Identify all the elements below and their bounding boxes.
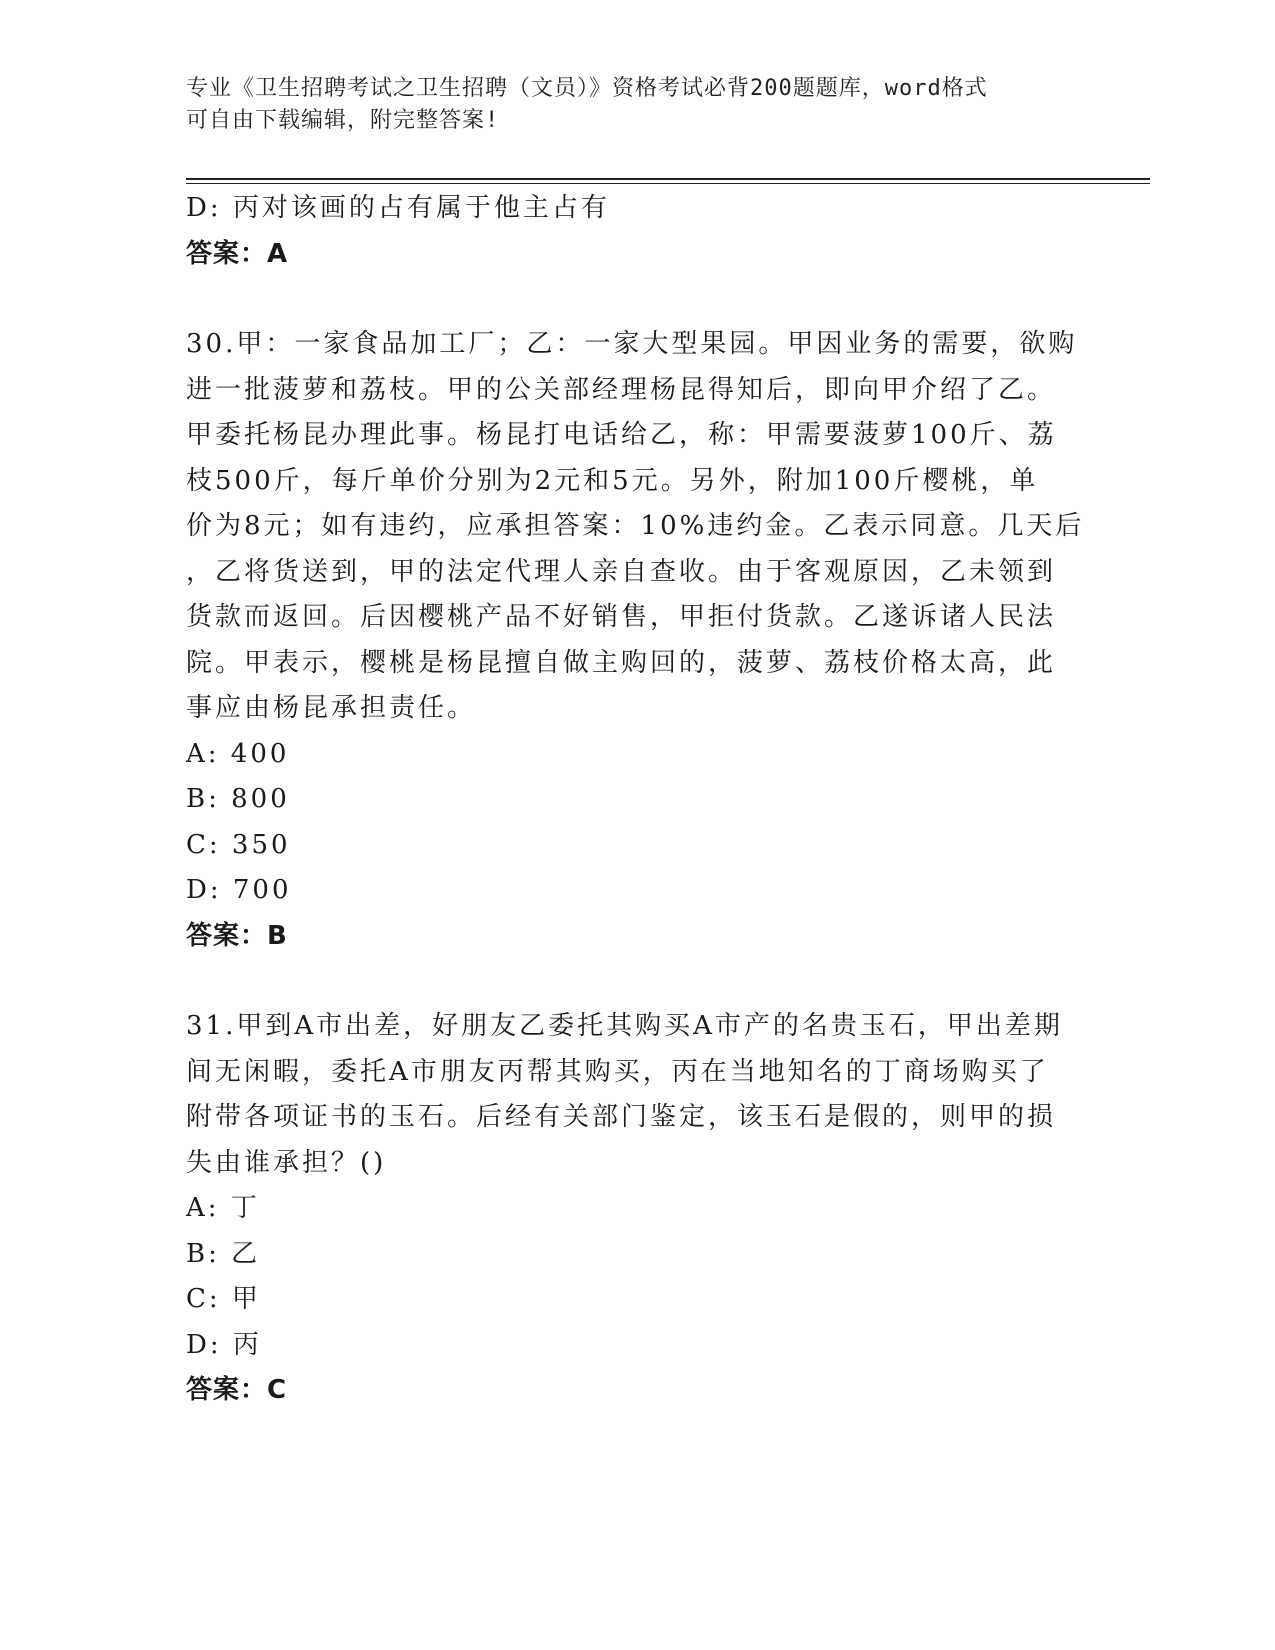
question-30: [186, 322, 1086, 959]
question-text-line: 附带各项证书的玉石。后经有关部门鉴定，该玉石是假的，则甲的损: [186, 1102, 1057, 1132]
option-d: D: 丙对该画的占有属于他主占有: [186, 193, 610, 223]
question-text-line: 货款而返回。后因樱桃产品不好销售，甲拒付货款。乙遂诉诸人民法: [186, 602, 1057, 632]
answer-label: 答案：A: [186, 238, 289, 269]
option-a: A: 400: [186, 738, 290, 769]
option-c: C: 350: [186, 829, 291, 860]
question-text-line: 31.甲到A市出差，好朋友乙委托其购买A市产的名贵玉石，甲出差期: [186, 1011, 1063, 1041]
spacer: [186, 959, 1086, 1004]
option-d: D: 丙: [186, 1329, 262, 1360]
answer-label: 答案：C: [186, 1375, 288, 1405]
document-body: [186, 186, 1086, 1414]
question-text-line: 失由谁承担？(): [186, 1147, 387, 1178]
option-c: C: 甲: [186, 1284, 261, 1314]
option-a: A: 丁: [186, 1193, 260, 1223]
question-text-line: 院。甲表示，樱桃是杨昆擅自做主购回的，菠萝、荔枝价格太高，此: [186, 647, 1057, 678]
spacer: [186, 277, 1086, 322]
question-text-line: 间无闲暇，委托A市朋友丙帮其购买，丙在当地知名的丁商场购买了: [186, 1056, 1049, 1087]
answer-label: 答案：B: [186, 920, 288, 951]
question-text-line: 甲委托杨昆办理此事。杨昆打电话给乙，称：甲需要菠萝100斤、荔: [186, 420, 1057, 450]
document-header: [186, 73, 1066, 137]
header-divider-thick: [186, 178, 1150, 180]
question-text-line: 事应由杨昆承担责任。: [186, 693, 477, 723]
question-text-line: 枝500斤，每斤单价分别为2元和5元。另外，附加100斤樱桃，单: [186, 465, 1039, 496]
question-text-line: ，乙将货送到，甲的法定代理人亲自查收。由于客观原因，乙未领到: [186, 556, 1057, 587]
question-31: [186, 1004, 1086, 1414]
header-line-2: 可自由下载编辑，附完整答案!: [186, 108, 500, 133]
previous-question-tail: [186, 186, 1086, 277]
question-text-line: 30.甲：一家食品加工厂；乙：一家大型果园。甲因业务的需要，欲购: [186, 329, 1078, 359]
option-b: B: 乙: [186, 1238, 261, 1269]
header-divider-thin: [186, 183, 1150, 184]
header-line-1: 专业《卫生招聘考试之卫生招聘（文员）》资格考试必背200题题库，word格式: [186, 76, 988, 101]
question-text-line: 价为8元；如有违约，应承担答案：10%违约金。乙表示同意。几天后: [186, 511, 1085, 541]
question-text-line: 进一批菠萝和荔枝。甲的公关部经理杨昆得知后，即向甲介绍了乙。: [186, 374, 1057, 405]
option-b: B: 800: [186, 784, 290, 814]
option-d: D: 700: [186, 875, 292, 905]
